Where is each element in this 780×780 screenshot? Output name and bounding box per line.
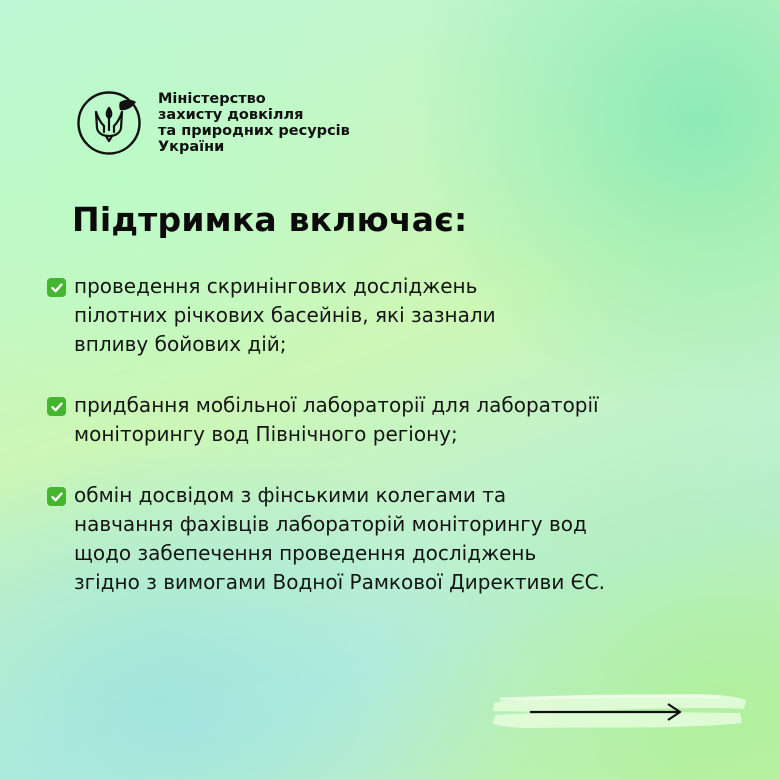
- check-mark-icon: [47, 487, 66, 506]
- list-item-line: обмін досвідом з фінськими колегами та: [74, 483, 507, 507]
- ministry-line-3: та природних ресурсів: [158, 123, 350, 139]
- support-list: [47, 272, 747, 629]
- next-slide-arrow[interactable]: [490, 685, 750, 735]
- ministry-line-4: України: [158, 139, 225, 155]
- list-item-line: щодо забепечення проведення досліджень: [74, 541, 537, 565]
- trident-leaf-icon: [76, 90, 142, 156]
- list-item-line: навчання фахівців лабораторій моніторингу вод: [74, 512, 587, 536]
- list-item-line: придбання мобільної лабораторії для лабораторії: [74, 393, 599, 417]
- ministry-logo: [76, 90, 350, 156]
- list-item-text: [74, 481, 605, 597]
- list-item-text: [74, 272, 496, 359]
- list-item-line: моніторингу вод Північного регіону;: [74, 422, 458, 446]
- arrow-right-icon: [490, 685, 750, 735]
- list-item-line: впливу бойових дій;: [74, 332, 287, 356]
- list-item: [47, 391, 747, 449]
- list-item-text: [74, 391, 599, 449]
- list-item: [47, 272, 747, 359]
- ministry-line-1: Міністерство: [158, 91, 266, 107]
- list-item-line: згідно з вимогами Водної Рамкової Директиви ЄС.: [74, 570, 605, 594]
- check-mark-icon: [47, 397, 66, 416]
- check-mark-icon: [47, 278, 66, 297]
- page-title: Підтримка включає:: [72, 200, 468, 239]
- list-item-line: пілотних річкових басейнів, які зазнали: [74, 303, 496, 327]
- ministry-name: [158, 91, 350, 155]
- list-item: [47, 481, 747, 597]
- ministry-line-2: захисту довкілля: [158, 107, 304, 123]
- list-item-line: проведення скринінгових досліджень: [74, 274, 478, 298]
